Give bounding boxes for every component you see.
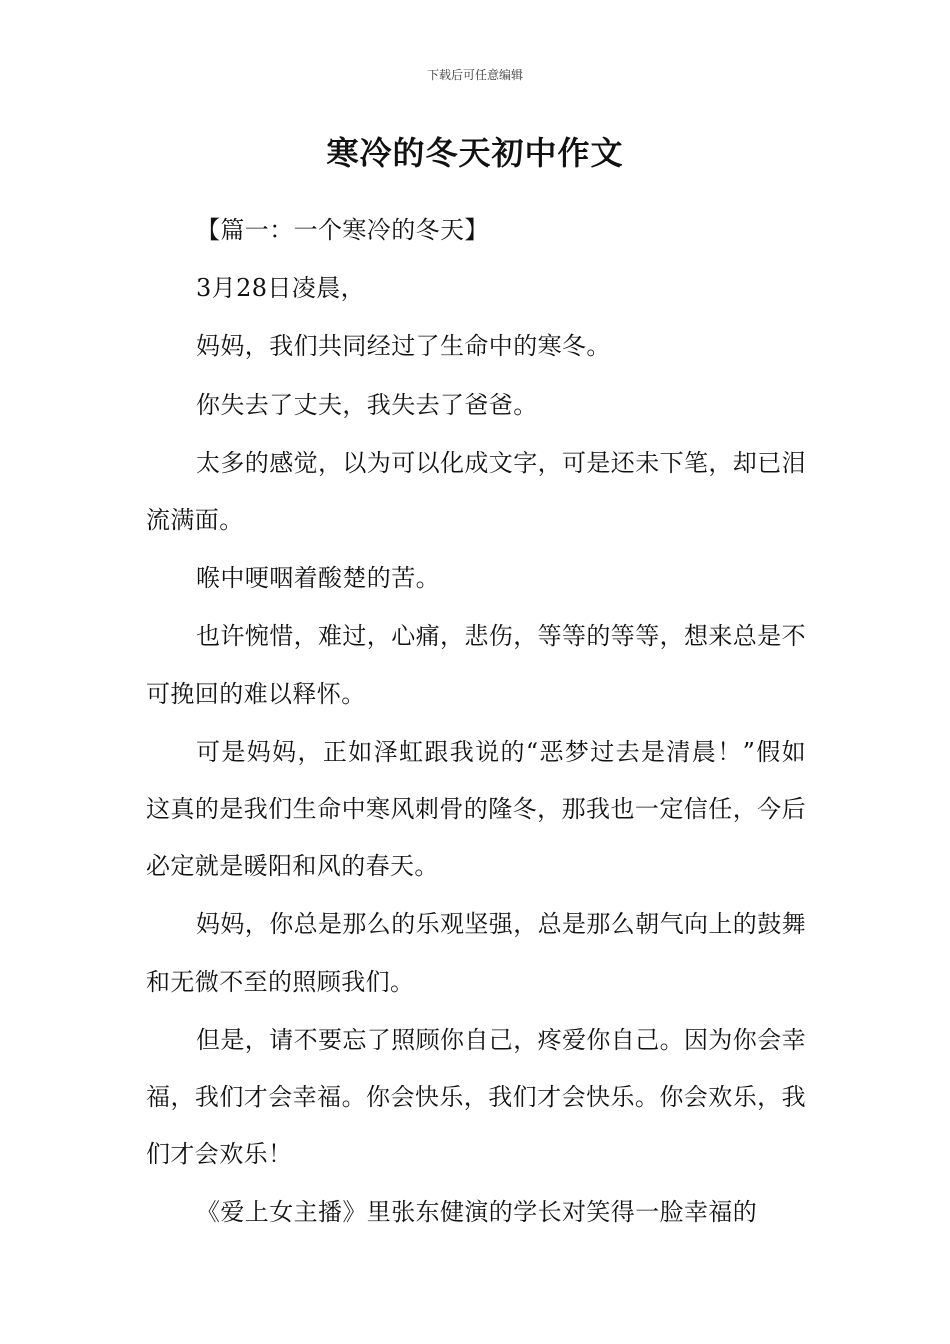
- document-body: [146, 202, 806, 1243]
- paragraph: 妈妈，我们共同经过了生命中的寒冬。: [196, 332, 611, 361]
- document-title: 寒冷的冬天初中作文: [326, 134, 624, 172]
- paragraph: 喉中哽咽着酸楚的苦。: [196, 564, 440, 593]
- paragraph: 妈妈，你总是那么的乐观坚强，总是那么朝气向上的鼓舞和无微不至的照顾我们。: [146, 910, 806, 996]
- paragraph: 你失去了丈夫，我失去了爸爸。: [196, 390, 538, 419]
- paragraph: 《爱上女主播》里张东健演的学长对笑得一脸幸福的: [196, 1198, 758, 1227]
- header-note: 下载后可任意编辑: [426, 68, 523, 82]
- paragraph: 也许惋惜，难过，心痛，悲伤，等等的等等，想来总是不可挽回的难以释怀。: [146, 622, 806, 708]
- paragraph-section-heading: 【篇一：一个寒冷的冬天】: [196, 216, 489, 244]
- paragraph: 但是，请不要忘了照顾你自己，疼爱你自己。因为你会幸福，我们才会幸福。你会快乐，我们才会快乐。你会欢乐，我们才会欢乐！: [146, 1025, 806, 1169]
- paragraph: 可是妈妈，正如泽虹跟我说的“恶梦过去是清晨！”假如这真的是我们生命中寒风刺骨的隆冬，那我也一定信任，今后必定就是暖阳和风的春天。: [146, 737, 806, 881]
- paragraph: 太多的感觉，以为可以化成文字，可是还未下笔，却已泪流满面。: [146, 448, 806, 535]
- paragraph: 3月28日凌晨，: [196, 274, 366, 303]
